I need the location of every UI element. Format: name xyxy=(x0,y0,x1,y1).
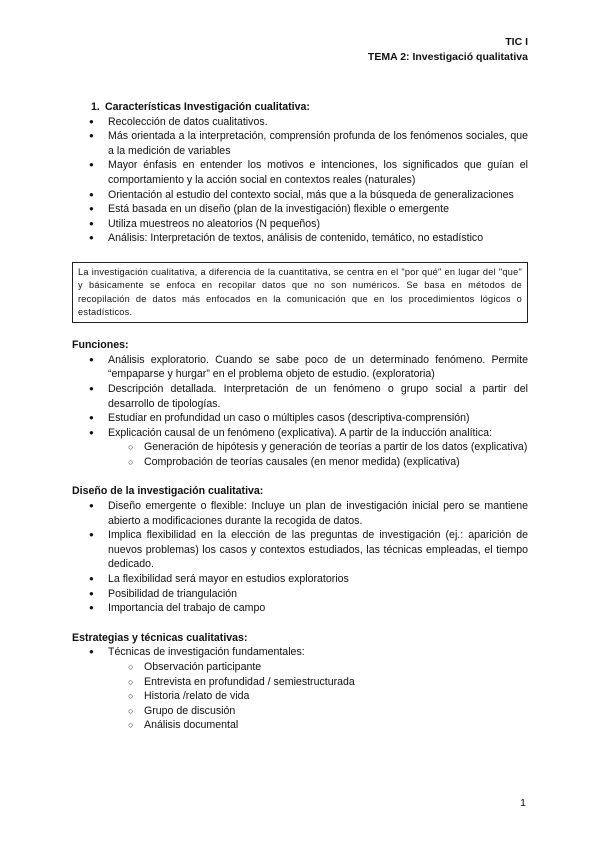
sub-list-item: ○ Entrevista en profundidad / semiestructurada xyxy=(72,675,528,690)
sub-list-item: ○ Generación de hipótesis y generación de teorías a partir de los datos (explicativa) xyxy=(72,440,528,455)
section-1-heading xyxy=(91,100,528,115)
list-item: ● Implica flexibilidad en la elección de las preguntas de investigación (ej.: aparición de nuevos problemas) los casos y contextos estudiados, las técnicas empleadas, el tiempo dedicado. xyxy=(72,528,528,572)
list-item: ● Mayor énfasis en entender los motivos e intenciones, los significados que guían el comportamiento y la acción social en contextos reales (naturales) xyxy=(72,158,528,187)
list-item: ● Utiliza muestreos no aleatorios (N pequeños) xyxy=(72,217,528,232)
sub-list-item: ○ Comprobación de teorías causales (en menor medida) (explicativa) xyxy=(72,455,528,470)
list-item: ● Más orientada a la interpretación, comprensión profunda de los fenómenos sociales, que a la medición de variables xyxy=(72,129,528,158)
estrategias-list xyxy=(72,645,528,733)
list-item: ● Técnicas de investigación fundamentales: xyxy=(72,645,528,660)
header-topic: TEMA 2: Investigació qualitativa xyxy=(367,51,528,63)
list-item: ● Importancia del trabajo de campo xyxy=(72,601,528,616)
list-item: ● Está basada en un diseño (plan de la investigación) flexible o emergente xyxy=(72,202,528,217)
funciones-heading: Funciones: xyxy=(72,339,129,352)
list-item: ● Descripción detallada. Interpretación de un fenómeno o grupo social a partir del desarrollo de tipologías. xyxy=(72,382,528,411)
estrategias-heading: Estrategias y técnicas cualitativas: xyxy=(72,631,248,644)
sub-list-item: ○ Historia /relato de vida xyxy=(72,689,528,704)
list-item: ● Posibilidad de triangulación xyxy=(72,587,528,602)
sub-list-item: ○ Observación participante xyxy=(72,660,528,675)
section-1-list xyxy=(72,115,528,246)
list-item: ● Diseño emergente o flexible: Incluye un plan de investigación inicial pero se mantiene abierto a modificaciones durante la recogida de datos. xyxy=(72,499,528,528)
diseno-list xyxy=(72,499,528,616)
document-body xyxy=(72,100,528,733)
section-1-title: Características Investigación cualitativa: xyxy=(105,101,310,113)
list-item: ● La flexibilidad será mayor en estudios exploratorios xyxy=(72,572,528,587)
page-number: 1 xyxy=(520,797,526,809)
list-item: ● Análisis exploratorio. Cuando se sabe poco de un determinado fenómeno. Permite “empaparse y hurgar” en el problema objeto de estudio. (exploratoria) xyxy=(72,353,528,382)
list-item: ● Recolección de datos cualitativos. xyxy=(72,115,528,130)
sub-list-item: ○ Análisis documental xyxy=(72,718,528,733)
list-item: ● Explicación causal de un fenómeno (explicativa). A partir de la inducción analítica: xyxy=(72,426,528,441)
note-box: La investigación cualitativa, a diferencia de la cuantitativa, se centra en el "por qué" en lugar del "que" y básicamente se enfoca en recopilar datos que no son numéricos. Se basa en métodos de recopilación de datos más enfocados en la comunicación que en los procedimientos lógicos o estadísticos. xyxy=(72,262,528,323)
list-item: ● Análisis: Interpretación de textos, análisis de contenido, temático, no estadístico xyxy=(72,231,528,246)
list-item: ● Estudiar en profundidad un caso o múltiples casos (descriptiva-comprensión) xyxy=(72,411,528,426)
header-course: TIC I xyxy=(505,36,528,48)
diseno-heading: Diseño de la investigación cualitativa: xyxy=(72,485,264,498)
funciones-list xyxy=(72,353,528,470)
list-item: ● Orientación al estudio del contexto social, más que a la búsqueda de generalizaciones xyxy=(72,188,528,203)
section-1-number: 1. xyxy=(91,101,100,113)
sub-list-item: ○ Grupo de discusión xyxy=(72,704,528,719)
